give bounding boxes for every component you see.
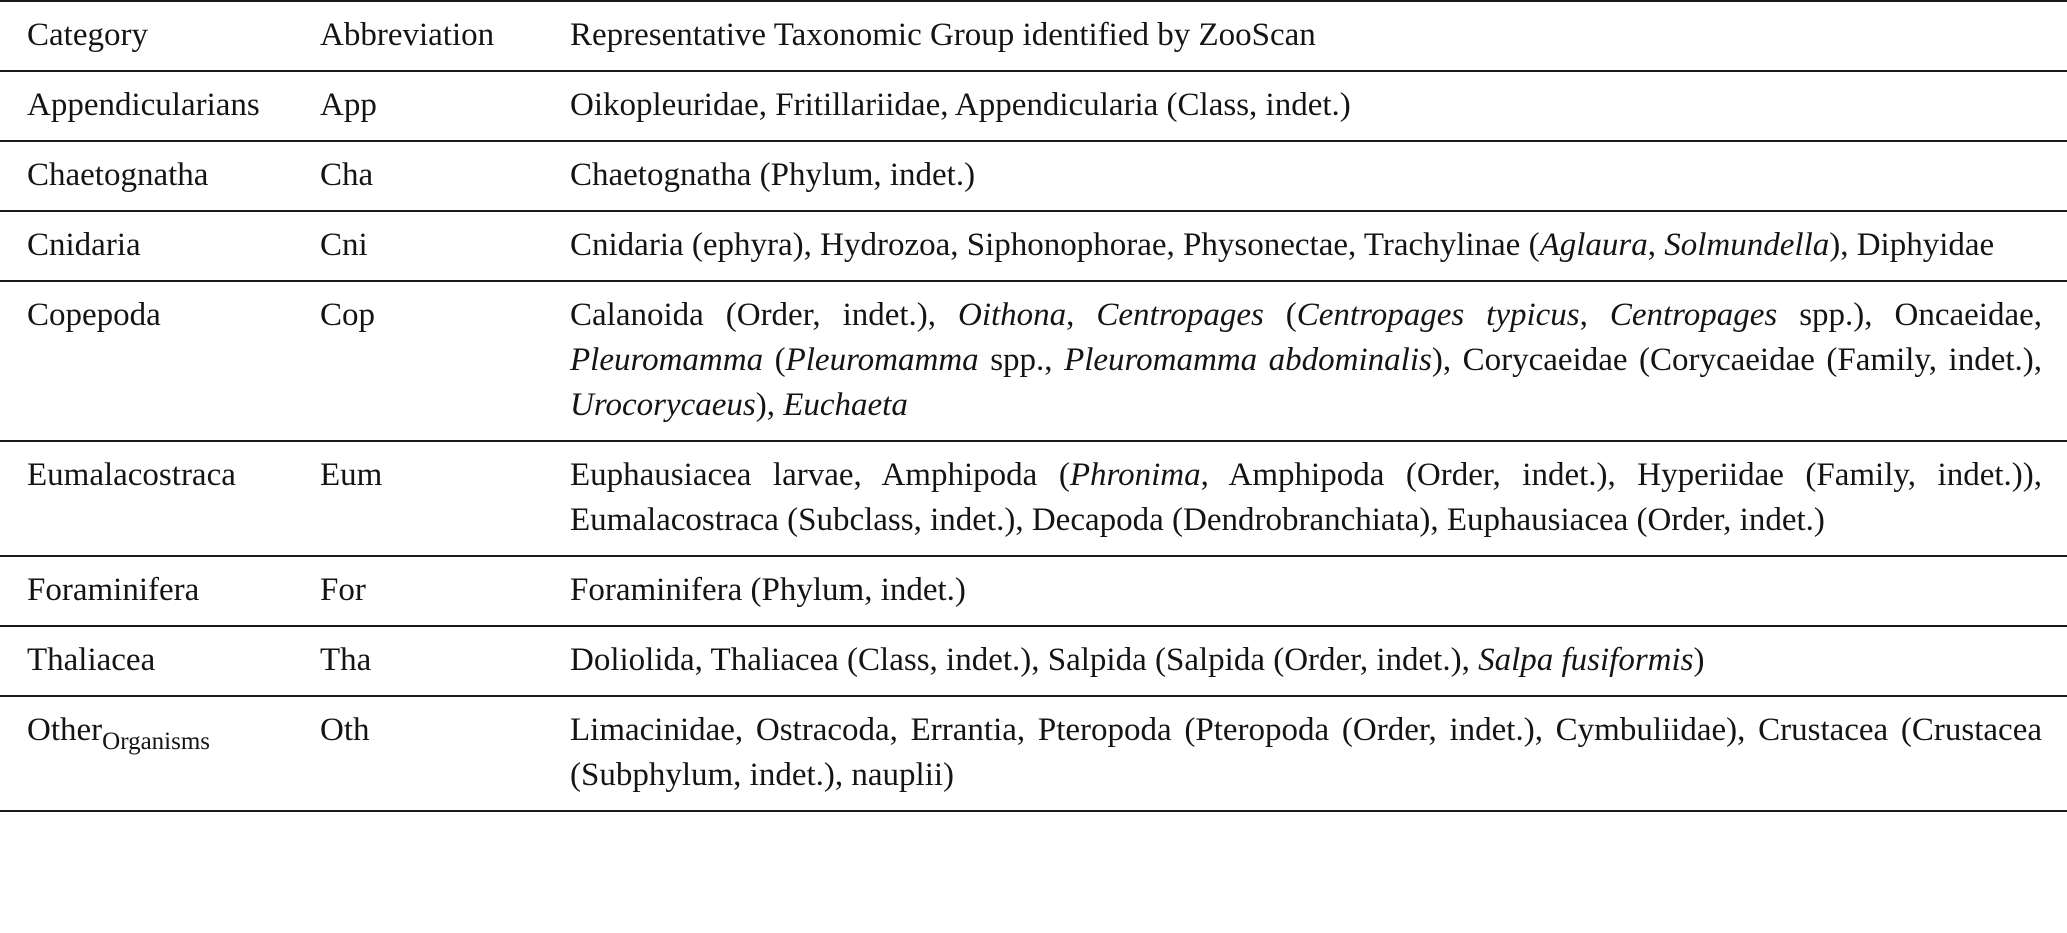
category-cell <box>0 556 320 626</box>
taxon-text: , Amphipoda (Order, indet.), Hyperiidae (Family, indet.)), Eumalacostraca (Subclass, indet.), Decapoda (Dendrobranchiata), Euphausiacea (Order, indet.) <box>570 457 2042 538</box>
taxon-italic-text: Aglaura <box>1539 227 1648 263</box>
taxon-italic-text: Euchaeta <box>783 387 908 423</box>
abbreviation-cell: Oth <box>320 712 370 748</box>
table-row <box>0 211 2067 281</box>
table-row <box>0 141 2067 211</box>
category-subscript: Organisms <box>102 728 211 755</box>
table-row <box>0 556 2067 626</box>
taxon-text: , <box>1579 297 1610 333</box>
abbreviation-cell: Cha <box>320 157 374 193</box>
taxon-italic-text: Pleuromamma <box>570 342 764 378</box>
category-label: Foraminifera <box>27 572 200 608</box>
taxon-text: Oikopleuridae, Fritillariidae, Appendicularia (Class, indet.) <box>570 87 1351 123</box>
header-category: Category <box>27 17 148 53</box>
representative-cell <box>570 71 2067 141</box>
abbreviation-cell: App <box>320 87 377 123</box>
taxon-text: Calanoida (Order, indet.), <box>570 297 958 333</box>
table-row <box>0 281 2067 441</box>
taxon-text: , <box>1647 227 1665 263</box>
taxon-text: Cnidaria (ephyra), Hydrozoa, Siphonophorae, Physonectae, Trachylinae ( <box>570 227 1540 263</box>
category-cell <box>0 71 320 141</box>
abbreviation-cell: For <box>320 572 366 608</box>
representative-cell <box>570 211 2067 281</box>
category-label: Other <box>27 712 103 748</box>
category-label: Cnidaria <box>27 227 141 263</box>
category-cell <box>0 441 320 556</box>
abbreviation-cell: Cni <box>320 227 368 263</box>
table-row <box>0 441 2067 556</box>
representative-cell <box>570 626 2067 696</box>
representative-cell <box>570 141 2067 211</box>
taxon-text: ) <box>1693 642 1705 678</box>
header-abbreviation: Abbreviation <box>320 17 495 53</box>
category-label: Thaliacea <box>27 642 156 678</box>
category-cell <box>0 281 320 441</box>
taxon-italic-text: Salpa fusiformis <box>1478 642 1694 678</box>
abbreviation-cell: Eum <box>320 457 383 493</box>
taxon-text: ( <box>1263 297 1297 333</box>
representative-cell <box>570 556 2067 626</box>
category-label: Appendicularians <box>27 87 260 123</box>
table-row <box>0 71 2067 141</box>
taxon-text: Foraminifera (Phylum, indet.) <box>570 572 966 608</box>
taxon-italic-text: Centropages <box>1096 297 1264 333</box>
taxon-text: ), Corycaeidae (Corycaeidae (Family, indet.), <box>1431 342 2042 378</box>
taxon-italic-text: Pleuromamma abdominalis <box>1064 342 1432 378</box>
header-representative: Representative Taxonomic Group identified by ZooScan <box>570 17 1316 53</box>
category-cell <box>0 141 320 211</box>
abbreviation-cell: Tha <box>320 642 372 678</box>
taxon-text: Doliolida, Thaliacea (Class, indet.), Salpida (Salpida (Order, indet.), <box>570 642 1479 678</box>
category-label: Eumalacostraca <box>27 457 236 493</box>
category-label: Copepoda <box>27 297 161 333</box>
taxon-text: spp., <box>978 342 1065 378</box>
taxon-italic-text: Centropages <box>1609 297 1778 333</box>
taxon-text: spp.), Oncaeidae, <box>1777 297 2042 333</box>
taxon-text: ( <box>763 342 786 378</box>
category-cell <box>0 696 320 811</box>
category-cell <box>0 626 320 696</box>
taxon-text: ), <box>755 387 784 423</box>
taxon-text: Chaetognatha (Phylum, indet.) <box>570 157 976 193</box>
taxon-italic-text: Centropages typicus <box>1296 297 1580 333</box>
representative-cell <box>570 441 2067 556</box>
taxon-italic-text: Pleuromamma <box>785 342 979 378</box>
taxon-italic-text: Phronima <box>1069 457 1201 493</box>
table-body <box>0 71 2067 811</box>
taxon-text: Euphausiacea larvae, Amphipoda ( <box>570 457 1070 493</box>
table-row <box>0 696 2067 811</box>
table-header-row <box>0 1 2067 71</box>
abbreviation-cell: Cop <box>320 297 376 333</box>
taxon-text: Limacinidae, Ostracoda, Errantia, Pteropoda (Pteropoda (Order, indet.), Cymbuliidae), Crustacea (Crustacea (Subphylum, indet.), nauplii) <box>570 712 2042 793</box>
taxon-italic-text: Urocorycaeus <box>570 387 756 423</box>
representative-cell <box>570 281 2067 441</box>
taxon-italic-text: Oithona <box>958 297 1067 333</box>
taxon-text: ), Diphyidae <box>1829 227 1995 263</box>
representative-cell <box>570 696 2067 811</box>
table-row <box>0 626 2067 696</box>
taxon-text: , <box>1066 297 1097 333</box>
category-cell <box>0 211 320 281</box>
taxon-italic-text: Solmundella <box>1664 227 1830 263</box>
category-label: Chaetognatha <box>27 157 209 193</box>
